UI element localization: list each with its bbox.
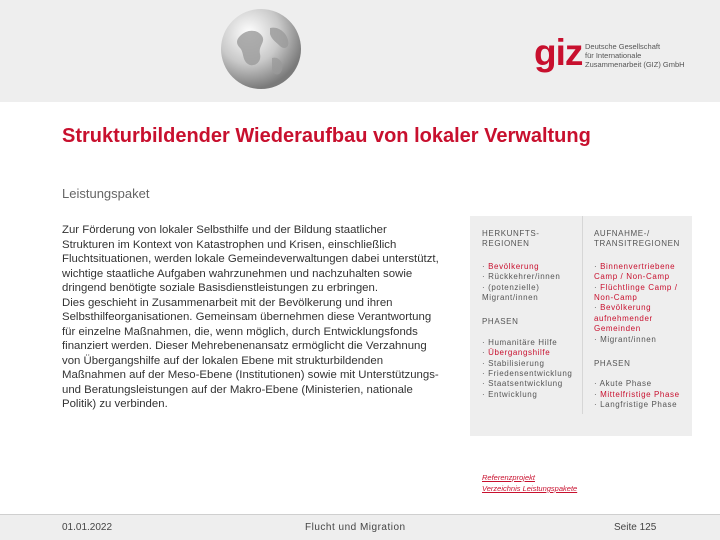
list-item: · Flüchtlinge Camp / Non-Camp <box>594 282 678 303</box>
service-packages-link[interactable]: Verzeichnis Leistungspakete <box>482 484 578 493</box>
list-item: · Staatsentwicklung <box>482 379 563 389</box>
page-number: Seite 125 <box>614 522 657 533</box>
phases-heading: PHASEN <box>594 359 631 369</box>
list-item: · Akute Phase <box>594 379 652 389</box>
list-item: · Migrant/innen <box>594 334 657 344</box>
list-item: · Entwicklung <box>482 389 538 399</box>
column-heading: HERKUNFTS-REGIONEN <box>482 229 540 249</box>
column-heading: AUFNAHME-/ TRANSITREGIONEN <box>594 229 680 249</box>
list-item: · Langfristige Phase <box>594 400 678 410</box>
list-item: · Rückkehrer/innen <box>482 272 561 282</box>
giz-logo-subtitle: Deutsche Gesellschaft für Internationale Zusammenarbeit (GIZ) GmbH <box>585 42 685 69</box>
footer-divider <box>0 514 720 515</box>
body-text <box>62 223 442 412</box>
list-item: · Friedensentwicklung <box>482 369 573 379</box>
list-item: · (potenzielle) Migrant/innen <box>482 282 540 303</box>
reference-links <box>482 472 577 494</box>
origin-regions-column <box>482 229 578 400</box>
body-paragraph: Zur Förderung von lokaler Selbsthilfe und der Bildung staatlicher Strukturen im Kontext von Katastrophen und Krisen, einschließlich Fluchtsituationen, werden lokale Gemeindeverwaltungen dabei unterstützt, wichtige staatliche Aufgaben wahrzunehmen und nachzuhalten sowie dringend benötigte soziale Basisdienstleistungen zu erbringen. <box>62 224 439 294</box>
list-item: · Bevölkerung <box>482 261 540 271</box>
panel-divider <box>582 216 583 414</box>
list-item: · Bevölkerung aufnehmender Gemeinden <box>594 303 653 334</box>
list-item: · Humanitäre Hilfe <box>482 337 558 347</box>
list-item: · Mittelfristige Phase <box>594 389 680 399</box>
footer-date: 01.01.2022 <box>62 522 113 533</box>
body-paragraph: Dies geschieht in Zusammenarbeit mit der Bevölkerung und ihren Selbsthilfeorganisationen. Gemeinsam übernehmen diese Verantwortung für einzelne Maßnahmen, die, wenn möglich, durch Entwicklungsfonds finanziert werden. Dieser Mehrebenenansatz ermöglicht die Verzahnung von Übergangshilfe auf der lokalen Ebene mit strukturbildenden Maßnahmen auf der Meso-Ebene (Institutionen) sowie mit Unterstützungs- und Beratungsleistungen auf der Makro-Ebene (Ministerien, nationale Politik) zu verbinden. <box>62 296 439 410</box>
page-subtitle: Leistungspaket <box>62 186 150 201</box>
globe-icon <box>218 6 304 92</box>
page-title: Strukturbildender Wiederaufbau von lokaler Verwaltung <box>62 125 591 147</box>
phases-heading: PHASEN <box>482 317 519 327</box>
list-item: · Binnenvertriebene Camp / Non-Camp <box>594 261 676 282</box>
list-item: · Übergangshilfe <box>482 348 551 358</box>
list-item: · Stabilisierung <box>482 358 545 368</box>
reference-project-link[interactable]: Referenzprojekt <box>482 473 535 482</box>
giz-logo: giz <box>534 32 583 73</box>
footer-topic: Flucht und Migration <box>305 522 406 533</box>
host-regions-column <box>594 229 690 411</box>
